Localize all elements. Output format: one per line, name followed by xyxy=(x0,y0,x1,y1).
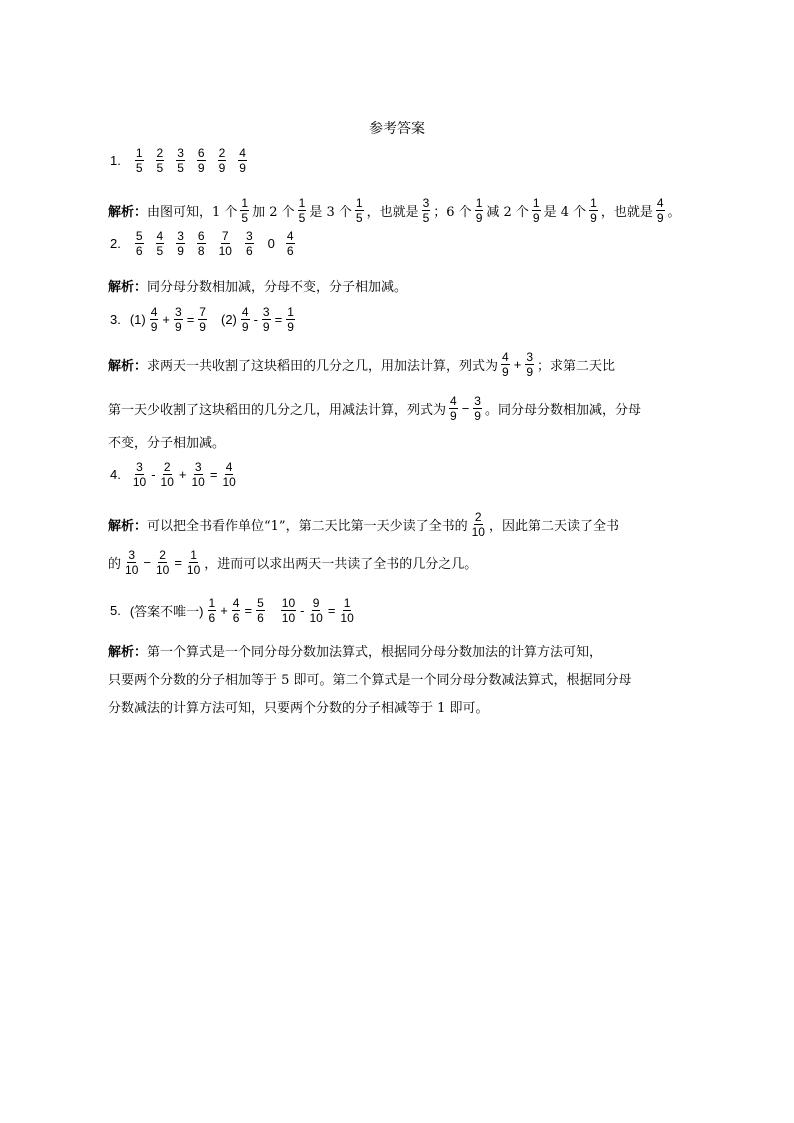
q3-analysis-line-2 xyxy=(108,394,641,423)
q3-answer-line xyxy=(110,305,298,334)
q1-analysis-text: 减 2 个 xyxy=(486,205,529,220)
q1-analysis-text: 加 2 个 xyxy=(252,205,295,220)
q5-analysis-text: 第一个算式是一个同分母分数加法算式，根据同分母分数加法的计算方法可知， xyxy=(147,645,603,660)
q5-equation-1 xyxy=(205,596,268,625)
q1-answers xyxy=(129,146,253,175)
q4-analysis-text: ，进而可以求出两天一共读了全书的几分之几。 xyxy=(204,557,478,572)
q4-analysis-text: ，因此第二天读了全书 xyxy=(488,519,619,534)
fraction: $\frac{1}{5}$ xyxy=(135,146,143,175)
q5-number: 5. xyxy=(110,603,121,618)
fraction: $\frac{3}{9}$ xyxy=(175,305,182,334)
fraction: $\frac{2}{10}$ xyxy=(160,460,174,489)
q3-analysis-line-1 xyxy=(108,350,615,379)
operator: = xyxy=(327,603,336,618)
q1-analysis-text: ，也就是 xyxy=(366,205,419,220)
q5-analysis-line-1 xyxy=(108,641,602,660)
q3-analysis-text: 不变，分子相加减。 xyxy=(108,436,226,451)
operator: - xyxy=(151,467,156,482)
q3-analysis-label: 解析： xyxy=(108,359,148,374)
operator: − xyxy=(461,401,470,416)
fraction: $\frac{1}{5}$ xyxy=(241,196,249,225)
fraction: $\frac{3}{5}$ xyxy=(422,196,430,225)
fraction: $\frac{2}{5}$ xyxy=(156,146,164,175)
q5-note: (答案不唯一) xyxy=(129,604,204,619)
operator: + xyxy=(220,603,228,618)
q4-analysis-label: 解析： xyxy=(108,519,148,534)
q1-analysis-text: ，也就是 xyxy=(600,205,653,220)
fraction: $\frac{6}{8}$ xyxy=(197,229,205,258)
q1-analysis-label: 解析： xyxy=(108,205,148,220)
operator: = xyxy=(174,555,182,570)
fraction: $\frac{4}{9}$ xyxy=(502,350,509,379)
q3-analysis-line-3 xyxy=(108,432,225,451)
operator: + xyxy=(178,467,187,482)
fraction: $\frac{1}{5}$ xyxy=(298,196,306,225)
fraction: $\frac{5}{6}$ xyxy=(257,596,264,625)
fraction: $\frac{1}{10}$ xyxy=(186,548,201,577)
q1-analysis-text: 由图可知，1 个 xyxy=(147,205,238,220)
operator: + xyxy=(513,357,522,372)
operator: - xyxy=(253,312,258,327)
fraction: $\frac{4}{6}$ xyxy=(286,229,294,258)
operator: − xyxy=(143,555,151,570)
q1-analysis-text: 。 xyxy=(667,205,681,220)
q3-analysis-text: 第一天少收割了这块稻田的几分之几，用减法计算，列式为 xyxy=(108,403,447,418)
q1-answer-line xyxy=(110,146,253,175)
q4-answer-line xyxy=(110,460,240,489)
q1-analysis xyxy=(108,196,681,225)
fraction: $\frac{3}{9}$ xyxy=(474,394,481,423)
q1-analysis-text: ；6 个 xyxy=(433,205,472,220)
q2-answer-line xyxy=(110,229,298,258)
q5-answer-line xyxy=(110,596,358,625)
fraction: $\frac{3}{9}$ xyxy=(177,229,184,258)
fraction: $\frac{4}{9}$ xyxy=(239,146,246,175)
q5-analysis-label: 解析： xyxy=(108,645,148,660)
operator: = xyxy=(274,312,283,327)
fraction: $\frac{4}{9}$ xyxy=(450,394,457,423)
fraction: $\frac{1}{9}$ xyxy=(475,196,483,225)
q5-analysis-line-2 xyxy=(108,669,632,688)
fraction: $\frac{4}{5}$ xyxy=(156,229,164,258)
q1-analysis-text: 是 4 个 xyxy=(543,205,587,220)
q2-analysis-label: 解析： xyxy=(108,280,148,295)
q4-number: 4. xyxy=(110,467,121,482)
fraction: $\frac{3}{9}$ xyxy=(526,350,533,379)
q3-analysis-text: ；求第二天比 xyxy=(537,359,616,374)
q2-number: 2. xyxy=(110,236,121,251)
fraction: $\frac{1}{9}$ xyxy=(590,196,597,225)
fraction: $\frac{3}{9}$ xyxy=(262,305,270,334)
q2-analysis xyxy=(108,276,407,295)
fraction: $\frac{7}{10}$ xyxy=(218,229,232,258)
operator: + xyxy=(162,312,171,327)
q4-analysis-text: 的 xyxy=(108,557,122,572)
q1-number: 1. xyxy=(110,153,121,168)
q3-analysis-text: 。同分母分数相加减，分母 xyxy=(484,403,641,418)
q4-analysis-line-2 xyxy=(108,548,477,577)
fraction: $\frac{3}{5}$ xyxy=(177,146,184,175)
fraction: $\frac{1}{10}$ xyxy=(340,596,354,625)
fraction: $\frac{2}{9}$ xyxy=(218,146,226,175)
q3-analysis-text: 求两天一共收割了这块稻田的几分之几，用加法计算，列式为 xyxy=(147,359,499,374)
q5-equation-2 xyxy=(278,596,358,625)
fraction: $\frac{4}{9}$ xyxy=(656,196,664,225)
q2-answers xyxy=(129,229,260,258)
fraction: $\frac{3}{6}$ xyxy=(245,229,253,258)
fraction: $\frac{1}{6}$ xyxy=(208,596,216,625)
fraction: $\frac{3}{10}$ xyxy=(191,460,205,489)
fraction: $\frac{1}{9}$ xyxy=(532,196,540,225)
operator: = xyxy=(209,467,218,482)
q1-analysis-text: 是 3 个 xyxy=(309,205,352,220)
page-title: 参考答案 xyxy=(369,121,425,137)
fraction: $\frac{4}{9}$ xyxy=(241,305,249,334)
q4-analysis-text: 可以把全书看作单位“1”，第二天比第一天少读了全书的 xyxy=(147,519,468,534)
fraction: $\frac{4}{10}$ xyxy=(222,460,236,489)
fraction: $\frac{4}{9}$ xyxy=(150,305,158,334)
q5-analysis-line-3 xyxy=(108,697,489,716)
fraction: $\frac{6}{9}$ xyxy=(197,146,205,175)
operator: - xyxy=(300,603,305,618)
fraction: $\frac{2}{10}$ xyxy=(471,510,485,539)
q3-part2-label: (2) xyxy=(220,312,237,327)
q2-analysis-text: 同分母分数相加减，分母不变，分子相加减。 xyxy=(147,280,408,295)
q2-zero: 0 xyxy=(267,236,275,251)
fraction: $\frac{3}{10}$ xyxy=(125,548,139,577)
fraction: $\frac{3}{10}$ xyxy=(132,460,147,489)
q3-number: 3. xyxy=(110,312,121,327)
q5-analysis-text: 分数减法的计算方法可知，只要两个分数的分子相减等于 1 即可。 xyxy=(108,701,489,716)
fraction: $\frac{5}{6}$ xyxy=(135,229,143,258)
fraction: $\frac{1}{5}$ xyxy=(355,196,363,225)
q4-analysis-line-1 xyxy=(108,510,619,539)
fraction: $\frac{9}{10}$ xyxy=(309,596,323,625)
operator: = xyxy=(244,603,253,618)
fraction: $\frac{7}{9}$ xyxy=(199,305,206,334)
fraction: $\frac{2}{10}$ xyxy=(155,548,170,577)
q3-equation-1 xyxy=(147,305,210,334)
fraction: $\frac{10}{10}$ xyxy=(281,596,296,625)
fraction: $\frac{4}{6}$ xyxy=(232,596,240,625)
q3-equation-2 xyxy=(238,305,298,334)
fraction: $\frac{1}{9}$ xyxy=(287,305,294,334)
q3-part1-label: (1) xyxy=(129,312,146,327)
q5-analysis-text: 只要两个分数的分子相加等于 5 即可。第二个算式是一个同分母分数减法算式，根据同分母 xyxy=(108,673,632,688)
operator: = xyxy=(186,312,195,327)
